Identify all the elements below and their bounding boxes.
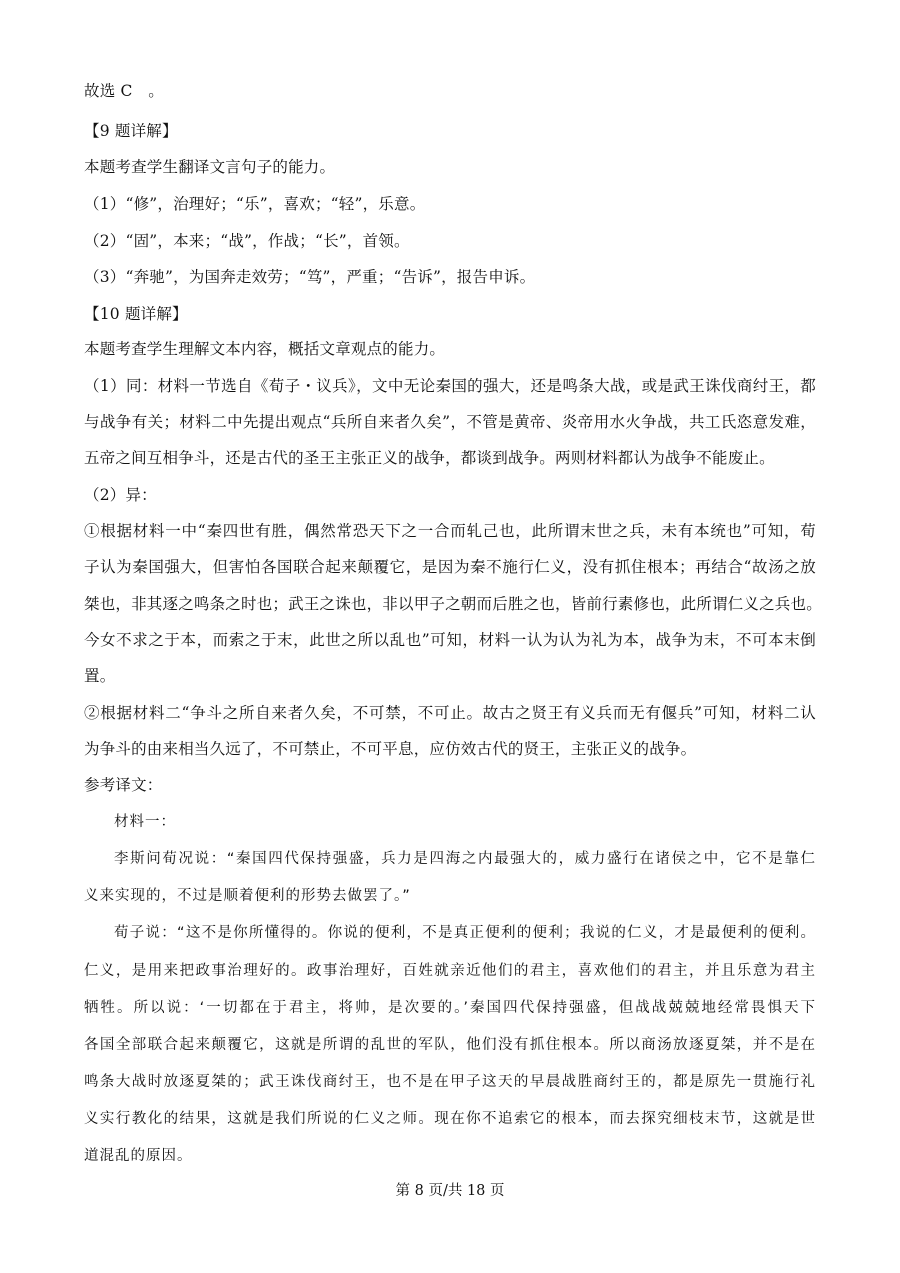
paragraph-line: （2）“固”，本来；“战”，作战；“长”，首领。 [84, 232, 410, 250]
paragraph-line: 桀也，非其逐之鸣条之时也；武王之诛也，非以甲子之朝而后胜之也，皆前行素修也，此所谓仁义之兵也。 [84, 595, 822, 613]
translation-line: 义来实现的，不过是顺着便利的形势去做罢了。” [84, 888, 411, 904]
translation-line: 义实行教化的结果，这就是我们所说的仁义之师。现在你不追索它的根本，而去探究细枝末节，这就是世 [84, 1111, 816, 1127]
paragraph-line: 本题考查学生理解文本内容，概括文章观点的能力。 [84, 340, 446, 358]
paragraph-line: ①根据材料一中“秦四世有胜，偶然常恐天下之一合而轧己也，此所谓末世之兵，未有本统也”可知，荀 [84, 522, 816, 540]
paragraph-line: （1）同：材料一节选自《荀子・议兵》，文中无论秦国的强大，还是鸣条大战，或是武王诛伐商纣王，都 [84, 377, 816, 395]
material-heading: 材料一： [114, 814, 176, 830]
paragraph-line: ②根据材料二“争斗之所自来者久矣，不可禁，不可止。故古之贤王有义兵而无有偃兵”可知，材料二认 [84, 704, 816, 722]
translation-line: 道混乱的原因。 [84, 1148, 193, 1164]
paragraph-line: 本题考查学生翻译文言句子的能力。 [84, 158, 336, 176]
paragraph-line: 子认为秦国强大，但害怕各国联合起来颠覆它，是因为秦不施行仁义，没有抓住根本；再结合“故汤之放 [84, 558, 816, 576]
section-heading-q10: 【10 题详解】 [84, 305, 188, 323]
translation-heading: 参考译文： [84, 776, 163, 794]
paragraph-line: 与战争有关；材料二中先提出观点“兵所自来者久矣”，不管是黄帝、炎帝用水火争战，共工氏恣意发难， [84, 413, 816, 431]
paragraph-line: 今女不求之于本，而索之于末，此世之所以乱也”可知，材料一认为认为礼为本，战争为末，不可本末倒 [84, 631, 816, 649]
section-heading-q9: 【9 题详解】 [84, 122, 178, 140]
answer-line: 故选 C 。 [84, 82, 164, 100]
page-number: 第 8 页/共 18 页 [395, 1183, 505, 1199]
paragraph-line: （1）“修”，治理好；“乐”，喜欢；“轻”，乐意。 [84, 195, 426, 213]
translation-line: 牺牲。所以说：‘一切都在于君主，将帅，是次要的。’秦国四代保持强盛，但战战兢兢地经常畏惧天下 [84, 1000, 816, 1016]
paragraph-line: （3）“奔驰”，为国奔走效劳；“笃”，严重；“告诉”，报告申诉。 [84, 268, 536, 286]
paragraph-line: 五帝之间互相争斗，还是古代的圣王主张正义的战争，都谈到战争。两则材料都认为战争不能废止。 [84, 449, 775, 467]
translation-line: 李斯问荀况说：“秦国四代保持强盛，兵力是四海之内最强大的，威力盛行在诸侯之中，它不是靠仁 [114, 851, 816, 867]
translation-line: 各国全部联合起来颠覆它，这就是所谓的乱世的军队，他们没有抓住根本。所以商汤放逐夏桀，并不是在 [84, 1037, 816, 1053]
translation-line: 荀子说：“这不是你所懂得的。你说的便利，不是真正便利的便利；我说的仁义，才是最便利的便利。 [114, 925, 816, 941]
translation-line: 鸣条大战时放逐夏桀的；武王诛伐商纣王，也不是在甲子这天的早晨战胜商纣王的，都是原先一贯施行礼 [84, 1074, 816, 1090]
paragraph-line: 置。 [84, 667, 116, 685]
paragraph-line: 为争斗的由来相当久远了，不可禁止，不可平息，应仿效古代的贤王，主张正义的战争。 [84, 740, 697, 758]
paragraph-line: （2）异： [84, 486, 157, 504]
translation-line: 仁义，是用来把政事治理好的。政事治理好，百姓就亲近他们的君主，喜欢他们的君主，并且乐意为君主 [84, 963, 816, 979]
